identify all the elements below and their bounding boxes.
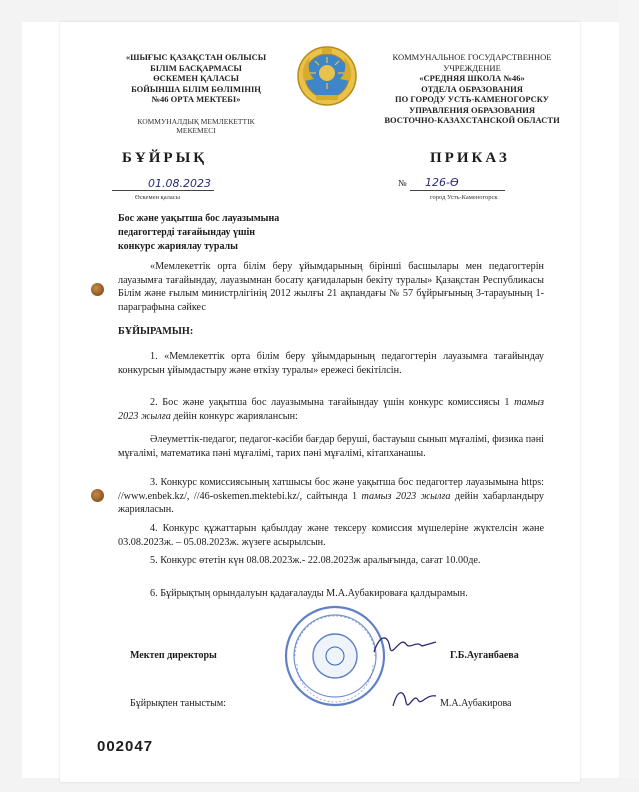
order-item-5: 5. Конкурс өтетін күн 08.08.2023ж.- 22.08.2023ж аралығында, сағат 10.00де. [150, 555, 481, 566]
number-underline [410, 190, 505, 191]
order-item-2 [118, 396, 544, 423]
header-ru-bold-line: «СРЕДНЯЯ ШКОЛА №46» [419, 73, 525, 83]
punch-hole [91, 283, 104, 296]
order-title-ru: ПРИКАЗ [430, 150, 510, 166]
header-kz-line: «ШЫҒЫС ҚАЗАҚСТАН ОБЛЫСЫ [125, 52, 267, 62]
header-kz-line: БОЙЫНША БІЛІМ БӨЛІМІНІҢ [131, 83, 261, 94]
viewer-left-margin [0, 0, 22, 792]
number-sign: № [398, 178, 407, 188]
header-russian [368, 52, 576, 126]
item3-date: тамыз 2023 жылға [361, 490, 451, 502]
header-kz-line: ӨСКЕМЕН ҚАЛАСЫ [153, 73, 239, 83]
acknowledgement-name: М.А.Аубакирова [440, 698, 512, 709]
order-item-2-positions: Әлеуметтік-педагог, педагог-кәсіби бағдар беруші, бастауыш сынып мұғалімі, физика пәні мұғалімі, математика пәні мұғалімі, тарих пәні мұғалімі, кітапханашы. [118, 434, 544, 459]
header-ru-line: УЧРЕЖДЕНИЕ [443, 62, 501, 73]
order-item-1: 1. «Мемлекеттік орта білім беру ұйымдарының педагогтерін лауазымға тағайындау конкурсын ұйымдастыру және өткізу туралы» ережесі бекітілсін. [118, 351, 544, 376]
header-kz-sub-line: МЕКЕМЕСІ [176, 126, 216, 135]
order-date: 01.08.2023 [148, 177, 211, 190]
city-kz: Өскемен қаласы [135, 194, 181, 201]
header-kazakh [112, 52, 280, 105]
subject-line: Бос және уақытша бос лауазымына [118, 213, 280, 224]
item2-text: 2. Бос және уақытша бос лауазымына тағайындау үшін конкурс комиссиясы 1 [150, 397, 510, 408]
header-kz-sub-line: КОММУНАЛДЫҚ МЕМЛЕКЕТТІК [137, 117, 255, 126]
city-ru: город Усть-Каменогорск [430, 194, 498, 201]
order-title-kz: БҰЙРЫҚ [122, 150, 208, 166]
viewer-top-margin [0, 0, 639, 22]
command-word: БҰЙЫРАМЫН: [118, 326, 194, 337]
subject-line: педагогтерді тағайындау үшін [118, 227, 256, 238]
header-kazakh-type [112, 117, 280, 135]
order-item-6: 6. Бұйрықтың орындалуын қадағалауды М.А.Аубакироваға қалдырамын. [150, 588, 468, 599]
director-signature-icon [370, 630, 440, 660]
order-subject [118, 212, 318, 254]
director-name: Г.Б.Ауганбаева [450, 650, 519, 661]
director-label: Мектеп директоры [130, 650, 217, 661]
date-underline [112, 190, 214, 191]
serial-number: 002047 [97, 738, 154, 755]
state-emblem-icon [296, 45, 358, 107]
order-item-4: 4. Конкурс құжаттарын қабылдау және тексеру комиссия мүшелеріне жүктелсін және 03.08.2023ж. – 05.08.2023ж. жүзеге асырылсын. [118, 523, 544, 548]
subject-line: конкурс жариялау туралы [118, 241, 238, 252]
intro-paragraph: «Мемлекеттік орта білім беру ұйымдарының бірінші басшылары мен педагогтерін лауазымға тағайындау, лауазымнан босату қағидаларын бекіту туралы» Қазақстан Республикасы Білім және ғылым министрлігінің 2012 жылғы 21 ақпандағы № 57 бұйрығының 3-тарауының 1-параграфына сәйкес [118, 261, 544, 313]
header-kz-line: №46 ОРТА МЕКТЕБІ» [151, 94, 241, 104]
header-ru-bold-line: УПРАВЛЕНИЯ ОБРАЗОВАНИЯ [409, 104, 535, 115]
header-ru-bold-line: ПО ГОРОДУ УСТЬ-КАМЕНОГОРСКУ [395, 94, 549, 104]
order-number: 126-Ө [425, 176, 459, 189]
header-kz-line: БІЛІМ БАСҚАРМАСЫ [150, 62, 242, 73]
punch-hole [91, 489, 104, 502]
item2-text-end: дейін конкурс жариялансын: [173, 410, 298, 422]
acknowledger-signature-icon [390, 686, 440, 714]
item2-date: тамыз 2023 жылға [118, 397, 545, 422]
item3-text: 3. Конкурс комиссиясының хатшысы бос және уақытша бос педагогтер лауазымына https: //www.enbek.kz/, //46-oskemen.mektebi.kz/, сайтында 1 [118, 477, 544, 502]
header-ru-line: КОММУНАЛЬНОЕ ГОСУДАРСТВЕННОЕ [392, 52, 552, 62]
acknowledgement-label: Бұйрықпен таныстым: [130, 698, 226, 709]
item3-text-end: дейін хабарландыру жарияласын. [118, 490, 545, 515]
viewer-right-margin [619, 0, 639, 792]
header-ru-bold-line: ОТДЕЛА ОБРАЗОВАНИЯ [421, 83, 523, 94]
header-ru-bold-line: ВОСТОЧНО-КАЗАХСТАНСКОЙ ОБЛАСТИ [384, 115, 560, 125]
order-item-3 [118, 476, 544, 517]
